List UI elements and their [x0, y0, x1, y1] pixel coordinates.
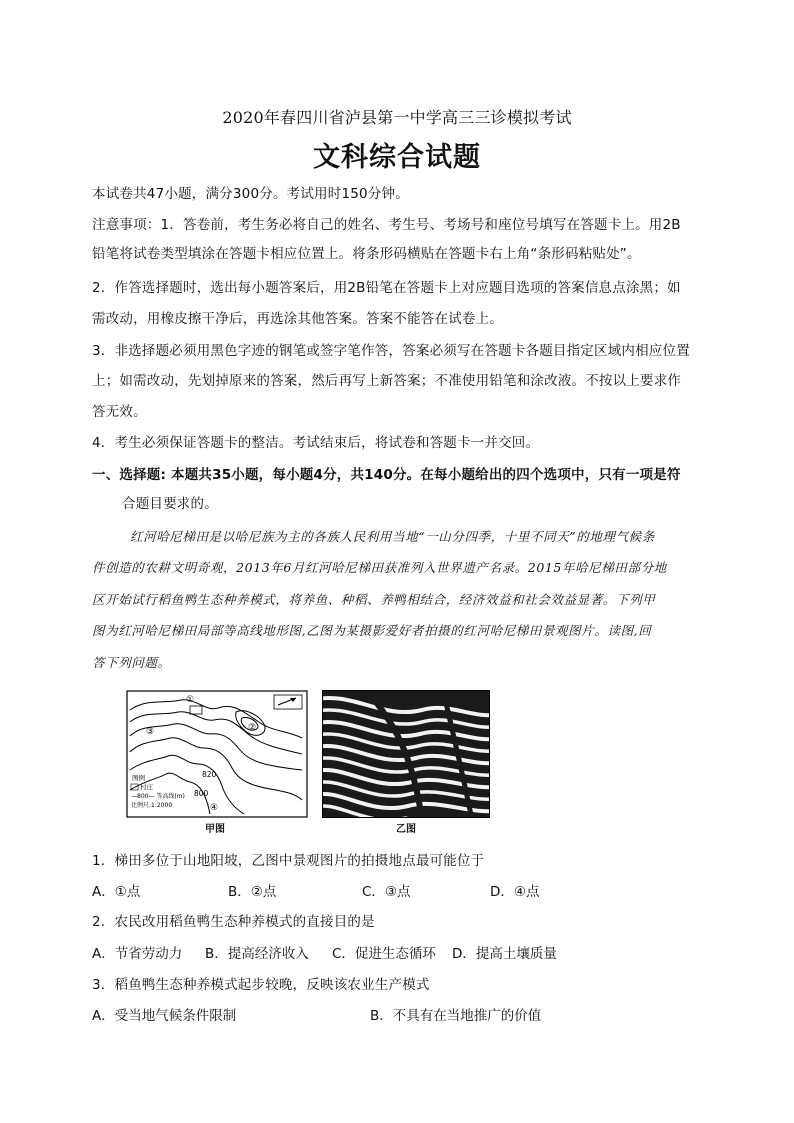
contour-800-label: 800 [194, 789, 209, 798]
subject-title: 文科综合试题 [313, 142, 481, 173]
question-1-option-b: B．②点 [228, 884, 277, 900]
note-3a: 3．非选择题必须用黑色字迹的钢笔或签字笔作答，答案必须写在答题卡各题目指定区域内相应位置 [92, 343, 690, 359]
note-2a: 2．作答选择题时，选出每小题答案后，用2B铅笔在答题卡上对应题目选项的答案信息点涂黑；如 [92, 280, 681, 296]
note-2b: 需改动，用橡皮擦干净后，再选涂其他答案。答案不能答在试卷上。 [92, 311, 503, 327]
legend-village: 村庄 [140, 783, 153, 791]
question-1-option-c: C．③点 [362, 884, 411, 900]
point-4-label: ④ [210, 803, 219, 813]
point-3-label: ③ [146, 727, 155, 737]
legend-contour: —800— 等高线(m) [131, 793, 185, 800]
section-heading-cont: 合题目要求的。 [122, 496, 218, 512]
passage-line-2: 件创造的农耕文明奇观，2013年6月红河哈尼梯田获准列入世界遗产名录。2015年哈尼梯田部分地 [92, 560, 667, 575]
question-3-option-b: B．不具有在当地推广的价值 [370, 1008, 542, 1024]
passage-line-5: 答下列问题。 [92, 655, 171, 670]
contour-map-figure [126, 690, 308, 818]
terrace-photo-figure [322, 690, 490, 818]
point-1-label: ① [186, 695, 195, 705]
question-1-option-a: A．①点 [92, 884, 141, 900]
question-1-stem: 1．梯田多位于山地阳坡，乙图中景观图片的拍摄地点最可能位于 [92, 853, 485, 869]
legend-scale: 比例尺:1:2000 [131, 802, 173, 809]
question-2-stem: 2．农民改用稻鱼鸭生态种养模式的直接目的是 [92, 914, 375, 930]
question-3-option-a: A．受当地气候条件限制 [92, 1008, 237, 1024]
question-2-option-a: A．节省劳动力 [92, 946, 183, 962]
question-2-option-c: C．促进生态循环 [332, 946, 436, 962]
note-1b: 铅笔将试卷类型填涂在答题卡相应位置上。将条形码横贴在答题卡右上角“条形码粘贴处”。 [92, 246, 641, 262]
point-2-label: ② [248, 723, 257, 733]
passage-line-4: 图为红河哈尼梯田局部等高线地形图,乙图为某摄影爱好者拍摄的红河哈尼梯田景观图片。读图,回 [92, 623, 652, 638]
note-1a: 注意事项：1．答卷前，考生务必将自己的姓名、考生号、考场号和座位号填写在答题卡上。用2B [92, 217, 681, 233]
section-heading-text: 一、选择题: 本题共35小题，每小题4分，共140分。在每小题给出的四个选项中，只有一项是符 [92, 467, 681, 483]
passage-line-1: 红河哈尼梯田是以哈尼族为主的各族人民利用当地“一山分四季，十里不同天”的地理气候条 [130, 529, 655, 544]
legend-title: 图例 [132, 774, 145, 782]
question-3-stem: 3．稻鱼鸭生态种养模式起步较晚，反映该农业生产模式 [92, 977, 430, 993]
question-1-option-d: D．④点 [490, 884, 540, 900]
section-heading [92, 465, 712, 485]
question-2-option-b: B．提高经济收入 [205, 946, 309, 962]
photo-caption: 乙图 [396, 824, 416, 835]
north-arrow-icon [274, 695, 302, 709]
exam-title: 2020年春四川省泸县第一中学高三三诊模拟考试 [222, 108, 572, 127]
exam-summary: 本试卷共47小题，满分300分。考试用时150分钟。 [92, 186, 409, 202]
note-3c: 答无效。 [92, 404, 147, 420]
note-4: 4．考生必须保证答题卡的整洁。考试结束后，将试卷和答题卡一并交回。 [92, 435, 540, 451]
question-2-option-d: D．提高土壤质量 [452, 946, 557, 962]
map-caption: 甲图 [205, 824, 225, 835]
contour-820-label: 820 [202, 770, 217, 779]
passage-line-3: 区开始试行稻鱼鸭生态种养模式，将养鱼、种稻、养鸭相结合，经济效益和社会效益显著。下列甲 [92, 592, 656, 607]
note-3b: 上；如需改动，先划掉原来的答案，然后再写上新答案；不准使用铅笔和涂改液。不按以上要求作 [92, 373, 682, 389]
